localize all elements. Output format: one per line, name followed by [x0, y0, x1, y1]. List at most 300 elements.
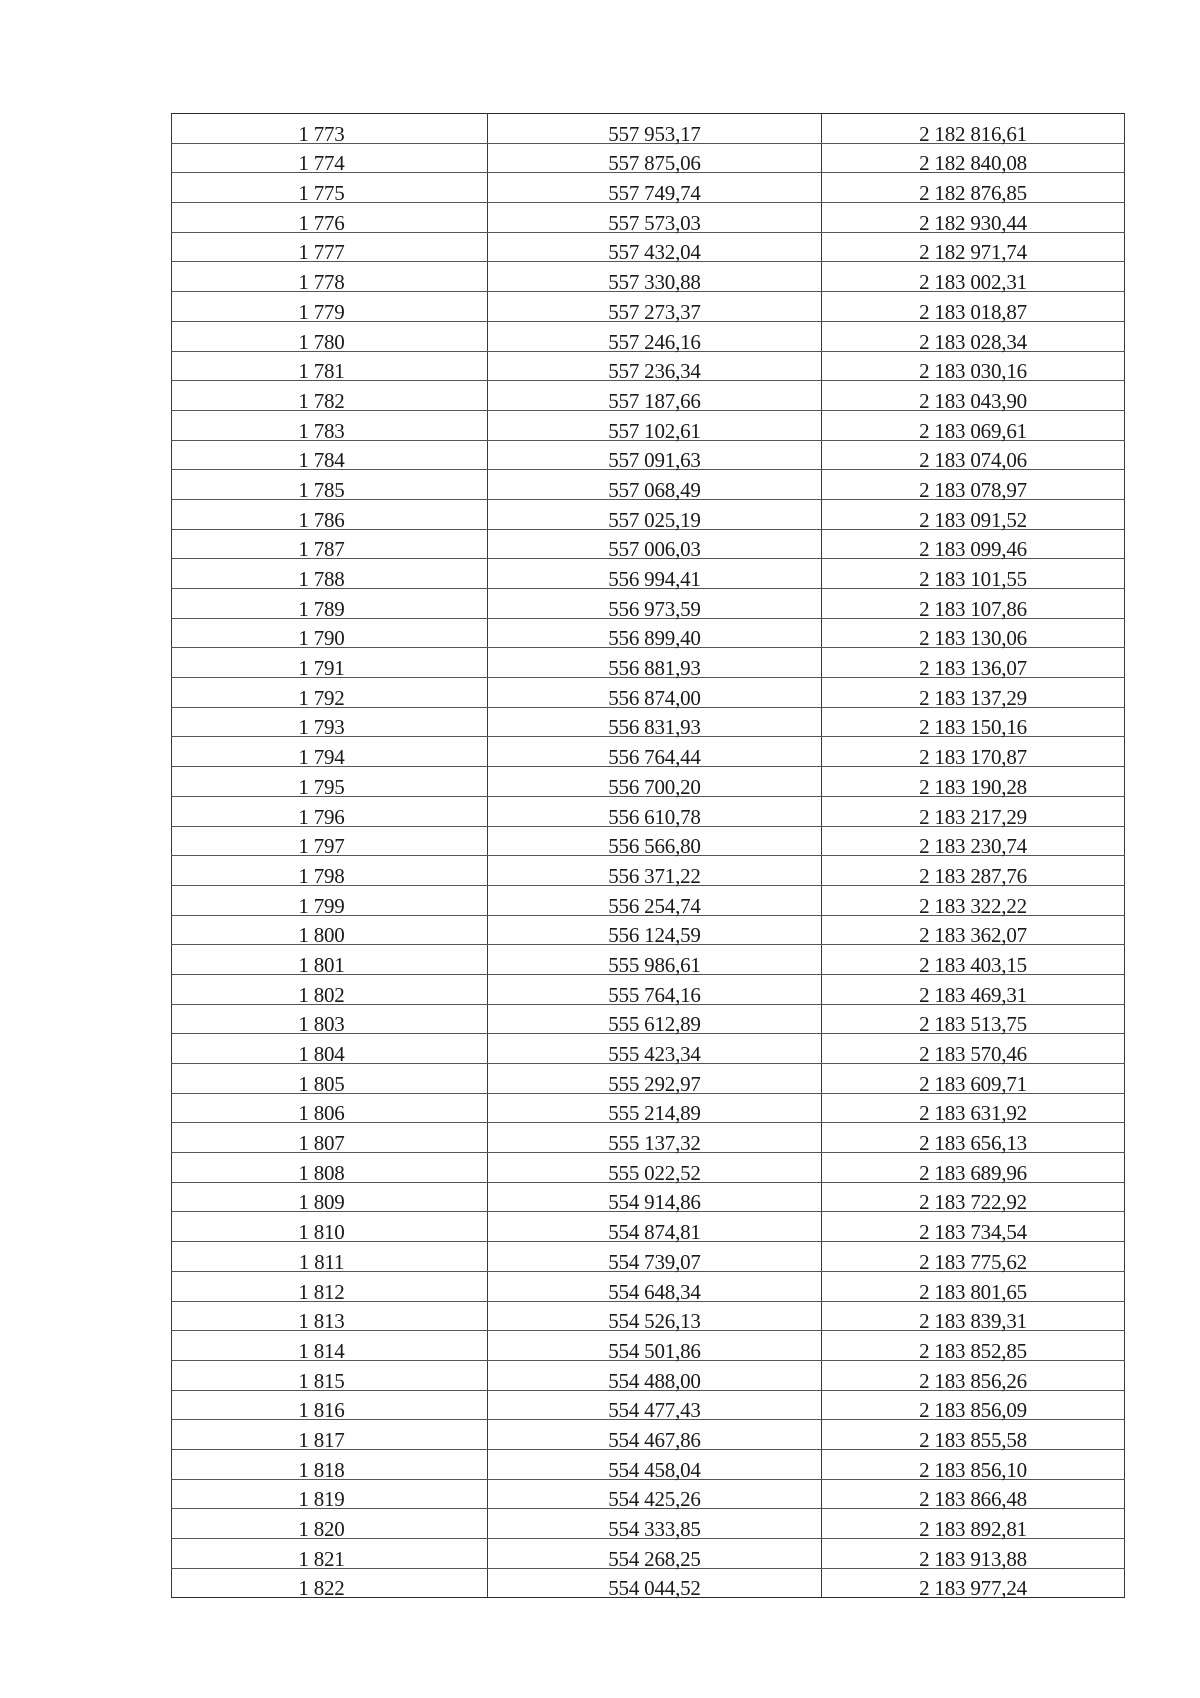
y-coordinate-cell — [822, 767, 1125, 797]
cell-text: 2 182 971,74 — [919, 240, 1027, 265]
cell-text: 1 814 — [298, 1338, 345, 1363]
cell-text: 1 811 — [298, 1249, 345, 1274]
point-number-cell — [172, 618, 488, 651]
y-coordinate-cell — [822, 559, 1125, 589]
point-number-cell — [172, 678, 488, 708]
cell-text: 1 783 — [298, 418, 345, 443]
point-number-cell — [172, 1449, 488, 1482]
y-coordinate-cell — [822, 1390, 1125, 1423]
cell-text: 2 183 855,58 — [919, 1427, 1027, 1452]
cell-text: 1 820 — [298, 1517, 345, 1541]
table-row — [172, 1242, 1125, 1272]
point-number-cell — [172, 529, 488, 562]
table-row — [172, 648, 1125, 678]
cell-text: 1 792 — [298, 685, 345, 710]
y-coordinate-cell — [822, 321, 1125, 354]
cell-text: 2 183 734,54 — [919, 1220, 1027, 1245]
cell-text: 2 183 018,87 — [919, 299, 1027, 324]
table-row — [172, 262, 1125, 292]
point-number-cell — [172, 1093, 488, 1126]
cell-text: 1 819 — [298, 1487, 345, 1512]
table-row — [172, 410, 1125, 440]
cell-text: 1 791 — [298, 656, 345, 681]
y-coordinate-cell — [822, 1479, 1125, 1512]
cell-text: 1 813 — [298, 1309, 345, 1334]
x-coordinate-cell — [488, 292, 822, 322]
cell-text: 556 124,59 — [608, 923, 701, 948]
y-coordinate-cell — [822, 1123, 1125, 1156]
cell-text: 556 881,93 — [608, 656, 701, 681]
point-number-cell — [172, 1271, 488, 1304]
point-number-cell — [172, 856, 488, 886]
cell-text: 2 183 074,06 — [919, 448, 1027, 473]
point-number-cell — [172, 321, 488, 354]
x-coordinate-cell — [488, 1271, 822, 1304]
cell-text: 557 875,06 — [608, 151, 701, 176]
cell-text: 1 817 — [298, 1427, 345, 1452]
cell-text: 1 808 — [298, 1160, 345, 1185]
table-row — [172, 737, 1125, 767]
cell-text: 2 183 631,92 — [919, 1101, 1027, 1126]
cell-text: 554 739,07 — [608, 1249, 701, 1274]
x-coordinate-cell — [488, 796, 822, 829]
point-number-cell — [172, 1509, 488, 1539]
table-row — [172, 203, 1125, 233]
table-row — [172, 1093, 1125, 1123]
cell-text: 2 183 107,86 — [919, 596, 1027, 621]
x-coordinate-cell — [488, 618, 822, 651]
cell-text: 2 183 002,31 — [919, 270, 1027, 295]
cell-text: 556 764,44 — [608, 745, 701, 770]
cell-text: 1 773 — [298, 121, 345, 146]
cell-text: 554 488,00 — [608, 1368, 701, 1393]
table-row — [172, 1360, 1125, 1390]
cell-text: 2 183 137,29 — [919, 685, 1027, 710]
cell-text: 556 874,00 — [608, 685, 701, 710]
x-coordinate-cell — [488, 173, 822, 206]
cell-text: 554 044,52 — [608, 1576, 701, 1601]
cell-text: 557 236,34 — [608, 359, 701, 384]
point-number-cell — [172, 203, 488, 233]
cell-text: 554 501,86 — [608, 1338, 701, 1363]
cell-text: 554 914,86 — [608, 1190, 701, 1215]
x-coordinate-cell — [488, 440, 822, 473]
x-coordinate-cell — [488, 351, 822, 384]
table-row — [172, 499, 1125, 529]
table-row — [172, 1034, 1125, 1064]
table-row — [172, 143, 1125, 173]
x-coordinate-cell — [488, 1212, 822, 1245]
y-coordinate-cell — [822, 470, 1125, 500]
point-number-cell — [172, 915, 488, 948]
table-row — [172, 1568, 1125, 1598]
cell-text: 556 566,80 — [608, 834, 701, 859]
cell-text: 556 973,59 — [608, 596, 701, 621]
x-coordinate-cell — [488, 1509, 822, 1539]
y-coordinate-cell — [822, 1360, 1125, 1393]
x-coordinate-cell — [488, 856, 822, 886]
cell-text: 2 183 839,31 — [919, 1309, 1027, 1334]
cell-text: 555 137,32 — [608, 1131, 701, 1156]
x-coordinate-cell — [488, 945, 822, 975]
cell-text: 555 292,97 — [608, 1071, 701, 1096]
point-number-cell — [172, 262, 488, 295]
cell-text: 556 700,20 — [608, 774, 701, 799]
y-coordinate-cell — [822, 737, 1125, 770]
cell-text: 1 822 — [298, 1576, 345, 1601]
cell-text: 1 779 — [298, 299, 345, 324]
y-coordinate-cell — [822, 1539, 1125, 1569]
x-coordinate-cell — [488, 1004, 822, 1037]
point-number-cell — [172, 767, 488, 797]
x-coordinate-cell — [488, 1331, 822, 1361]
cell-text: 1 793 — [298, 715, 345, 740]
cell-text: 2 183 403,15 — [919, 952, 1027, 977]
point-number-cell — [172, 1064, 488, 1094]
point-number-cell — [172, 1390, 488, 1423]
cell-text: 2 183 099,46 — [919, 537, 1027, 562]
point-number-cell — [172, 1539, 488, 1569]
x-coordinate-cell — [488, 826, 822, 859]
y-coordinate-cell — [822, 529, 1125, 562]
cell-text: 1 806 — [298, 1101, 345, 1126]
y-coordinate-cell — [822, 915, 1125, 948]
x-coordinate-cell — [488, 1242, 822, 1272]
cell-text: 2 183 977,24 — [919, 1576, 1027, 1601]
y-coordinate-cell — [822, 143, 1125, 176]
x-coordinate-cell — [488, 470, 822, 500]
cell-text: 554 526,13 — [608, 1309, 701, 1334]
x-coordinate-cell — [488, 885, 822, 918]
x-coordinate-cell — [488, 499, 822, 532]
table-row — [172, 529, 1125, 559]
point-number-cell — [172, 1301, 488, 1334]
cell-text: 554 333,85 — [608, 1517, 701, 1541]
cell-text: 1 776 — [298, 210, 345, 235]
y-coordinate-cell — [822, 1509, 1125, 1539]
x-coordinate-cell — [488, 767, 822, 797]
y-coordinate-cell — [822, 1153, 1125, 1183]
cell-text: 1 777 — [298, 240, 345, 265]
point-number-cell — [172, 1034, 488, 1064]
x-coordinate-cell — [488, 1449, 822, 1482]
cell-text: 2 183 609,71 — [919, 1071, 1027, 1096]
cell-text: 557 573,03 — [608, 210, 701, 235]
coordinates-table-body — [172, 114, 1125, 1601]
x-coordinate-cell — [488, 1568, 822, 1601]
y-coordinate-cell — [822, 1568, 1125, 1601]
table-row — [172, 1539, 1125, 1569]
table-row — [172, 440, 1125, 470]
y-coordinate-cell — [822, 707, 1125, 740]
x-coordinate-cell — [488, 262, 822, 295]
y-coordinate-cell — [822, 885, 1125, 918]
point-number-cell — [172, 173, 488, 206]
y-coordinate-cell — [822, 381, 1125, 411]
x-coordinate-cell — [488, 1034, 822, 1064]
table-row — [172, 381, 1125, 411]
point-number-cell — [172, 1331, 488, 1361]
cell-text: 2 183 230,74 — [919, 834, 1027, 859]
cell-text: 557 025,19 — [608, 507, 701, 532]
cell-text: 1 800 — [298, 923, 345, 948]
table-row — [172, 1449, 1125, 1479]
x-coordinate-cell — [488, 648, 822, 681]
point-number-cell — [172, 796, 488, 829]
cell-text: 2 183 856,09 — [919, 1398, 1027, 1423]
cell-text: 2 183 656,13 — [919, 1131, 1027, 1156]
y-coordinate-cell — [822, 826, 1125, 859]
table-row — [172, 1271, 1125, 1301]
cell-text: 1 810 — [298, 1220, 345, 1245]
cell-text: 557 187,66 — [608, 388, 701, 413]
point-number-cell — [172, 232, 488, 265]
cell-text: 557 273,37 — [608, 299, 701, 324]
cell-text: 1 801 — [298, 952, 345, 977]
cell-text: 2 183 287,76 — [919, 863, 1027, 888]
table-row — [172, 589, 1125, 619]
y-coordinate-cell — [822, 1420, 1125, 1450]
x-coordinate-cell — [488, 1479, 822, 1512]
cell-text: 2 183 801,65 — [919, 1279, 1027, 1304]
point-number-cell — [172, 1123, 488, 1156]
cell-text: 1 788 — [298, 567, 345, 591]
cell-text: 555 612,89 — [608, 1012, 701, 1037]
cell-text: 2 183 078,97 — [919, 477, 1027, 502]
cell-text: 1 802 — [298, 982, 345, 1007]
cell-text: 1 782 — [298, 388, 345, 413]
x-coordinate-cell — [488, 1153, 822, 1183]
table-row — [172, 559, 1125, 589]
x-coordinate-cell — [488, 737, 822, 770]
cell-text: 557 091,63 — [608, 448, 701, 473]
cell-text: 557 749,74 — [608, 181, 701, 206]
y-coordinate-cell — [822, 974, 1125, 1007]
point-number-cell — [172, 559, 488, 589]
cell-text: 2 182 876,85 — [919, 181, 1027, 206]
cell-text: 2 183 722,92 — [919, 1190, 1027, 1215]
point-number-cell — [172, 499, 488, 532]
point-number-cell — [172, 826, 488, 859]
point-number-cell — [172, 589, 488, 619]
cell-text: 1 789 — [298, 596, 345, 621]
cell-text: 556 831,93 — [608, 715, 701, 740]
x-coordinate-cell — [488, 529, 822, 562]
x-coordinate-cell — [488, 1539, 822, 1569]
cell-text: 556 899,40 — [608, 626, 701, 651]
table-row — [172, 974, 1125, 1004]
point-number-cell — [172, 1420, 488, 1450]
cell-text: 1 815 — [298, 1368, 345, 1393]
cell-text: 1 785 — [298, 477, 345, 502]
table-row — [172, 232, 1125, 262]
table-row — [172, 885, 1125, 915]
y-coordinate-cell — [822, 1449, 1125, 1482]
point-number-cell — [172, 885, 488, 918]
point-number-cell — [172, 945, 488, 975]
cell-text: 555 214,89 — [608, 1101, 701, 1126]
cell-text: 2 183 091,52 — [919, 507, 1027, 532]
y-coordinate-cell — [822, 945, 1125, 975]
cell-text: 557 102,61 — [608, 418, 701, 443]
table-row — [172, 1064, 1125, 1094]
cell-text: 2 183 043,90 — [919, 388, 1027, 413]
cell-text: 1 781 — [298, 359, 345, 384]
cell-text: 1 778 — [298, 270, 345, 295]
x-coordinate-cell — [488, 559, 822, 589]
cell-text: 2 183 130,06 — [919, 626, 1027, 651]
x-coordinate-cell — [488, 143, 822, 176]
x-coordinate-cell — [488, 1093, 822, 1126]
point-number-cell — [172, 1242, 488, 1272]
table-row — [172, 292, 1125, 322]
x-coordinate-cell — [488, 1360, 822, 1393]
table-row — [172, 1212, 1125, 1242]
y-coordinate-cell — [822, 1212, 1125, 1245]
point-number-cell — [172, 707, 488, 740]
cell-text: 557 330,88 — [608, 270, 701, 295]
table-row — [172, 767, 1125, 797]
x-coordinate-cell — [488, 410, 822, 443]
cell-text: 2 183 513,75 — [919, 1012, 1027, 1037]
point-number-cell — [172, 1360, 488, 1393]
cell-text: 1 780 — [298, 329, 345, 354]
table-row — [172, 1004, 1125, 1034]
cell-text: 1 818 — [298, 1457, 345, 1482]
table-row — [172, 915, 1125, 945]
cell-text: 1 803 — [298, 1012, 345, 1037]
y-coordinate-cell — [822, 1064, 1125, 1094]
y-coordinate-cell — [822, 499, 1125, 532]
y-coordinate-cell — [822, 856, 1125, 886]
cell-text: 1 804 — [298, 1042, 345, 1066]
cell-text: 554 458,04 — [608, 1457, 701, 1482]
y-coordinate-cell — [822, 796, 1125, 829]
cell-text: 2 183 892,81 — [919, 1517, 1027, 1541]
point-number-cell — [172, 410, 488, 443]
table-row — [172, 618, 1125, 648]
y-coordinate-cell — [822, 1182, 1125, 1215]
point-number-cell — [172, 1182, 488, 1215]
table-row — [172, 1153, 1125, 1183]
y-coordinate-cell — [822, 114, 1125, 144]
point-number-cell — [172, 292, 488, 322]
point-number-cell — [172, 1212, 488, 1245]
x-coordinate-cell — [488, 232, 822, 265]
cell-text: 2 183 689,96 — [919, 1160, 1027, 1185]
cell-text: 2 183 362,07 — [919, 923, 1027, 948]
table-row — [172, 321, 1125, 351]
cell-text: 557 432,04 — [608, 240, 701, 265]
cell-text: 1 795 — [298, 774, 345, 799]
table-row — [172, 351, 1125, 381]
table-row — [172, 1301, 1125, 1331]
cell-text: 1 786 — [298, 507, 345, 532]
cell-text: 2 183 852,85 — [919, 1338, 1027, 1363]
cell-text: 2 183 322,22 — [919, 893, 1027, 918]
point-number-cell — [172, 1153, 488, 1183]
cell-text: 555 022,52 — [608, 1160, 701, 1185]
cell-text: 1 794 — [298, 745, 345, 770]
cell-text: 554 477,43 — [608, 1398, 701, 1423]
table-row — [172, 1479, 1125, 1509]
y-coordinate-cell — [822, 232, 1125, 265]
cell-text: 554 648,34 — [608, 1279, 701, 1304]
cell-text: 554 874,81 — [608, 1220, 701, 1245]
x-coordinate-cell — [488, 915, 822, 948]
table-row — [172, 826, 1125, 856]
table-row — [172, 1390, 1125, 1420]
table-row — [172, 1420, 1125, 1450]
point-number-cell — [172, 114, 488, 144]
cell-text: 1 790 — [298, 626, 345, 651]
y-coordinate-cell — [822, 1004, 1125, 1037]
cell-text: 2 183 866,48 — [919, 1487, 1027, 1512]
table-row — [172, 1182, 1125, 1212]
x-coordinate-cell — [488, 1301, 822, 1334]
cell-text: 2 183 136,07 — [919, 656, 1027, 681]
table-row — [172, 1331, 1125, 1361]
x-coordinate-cell — [488, 1420, 822, 1450]
y-coordinate-cell — [822, 1301, 1125, 1334]
cell-text: 554 425,26 — [608, 1487, 701, 1512]
y-coordinate-cell — [822, 351, 1125, 384]
cell-text: 2 182 930,44 — [919, 210, 1027, 235]
cell-text: 556 371,22 — [608, 863, 701, 888]
cell-text: 1 816 — [298, 1398, 345, 1423]
y-coordinate-cell — [822, 1034, 1125, 1064]
point-number-cell — [172, 974, 488, 1007]
cell-text: 2 183 913,88 — [919, 1546, 1027, 1571]
cell-text: 1 775 — [298, 181, 345, 206]
y-coordinate-cell — [822, 1271, 1125, 1304]
cell-text: 1 784 — [298, 448, 345, 473]
cell-text: 554 467,86 — [608, 1427, 701, 1452]
point-number-cell — [172, 1568, 488, 1601]
x-coordinate-cell — [488, 381, 822, 411]
cell-text: 1 774 — [298, 151, 345, 176]
cell-text: 2 183 856,26 — [919, 1368, 1027, 1393]
point-number-cell — [172, 737, 488, 770]
cell-text: 2 183 150,16 — [919, 715, 1027, 740]
y-coordinate-cell — [822, 648, 1125, 681]
cell-text: 2 182 816,61 — [919, 121, 1027, 146]
y-coordinate-cell — [822, 262, 1125, 295]
table-row — [172, 678, 1125, 708]
x-coordinate-cell — [488, 589, 822, 619]
y-coordinate-cell — [822, 292, 1125, 322]
cell-text: 1 796 — [298, 804, 345, 829]
cell-text: 554 268,25 — [608, 1546, 701, 1571]
cell-text: 1 821 — [298, 1546, 345, 1571]
y-coordinate-cell — [822, 1242, 1125, 1272]
cell-text: 2 183 856,10 — [919, 1457, 1027, 1482]
point-number-cell — [172, 440, 488, 473]
table-row — [172, 1509, 1125, 1539]
y-coordinate-cell — [822, 589, 1125, 619]
x-coordinate-cell — [488, 1390, 822, 1423]
cell-text: 2 183 570,46 — [919, 1042, 1027, 1066]
cell-text: 557 006,03 — [608, 537, 701, 562]
point-number-cell — [172, 351, 488, 384]
table-row — [172, 945, 1125, 975]
cell-text: 1 807 — [298, 1131, 345, 1156]
coordinates-table — [171, 113, 1125, 1601]
point-number-cell — [172, 1004, 488, 1037]
y-coordinate-cell — [822, 440, 1125, 473]
cell-text: 2 183 775,62 — [919, 1249, 1027, 1274]
table-row — [172, 114, 1125, 144]
